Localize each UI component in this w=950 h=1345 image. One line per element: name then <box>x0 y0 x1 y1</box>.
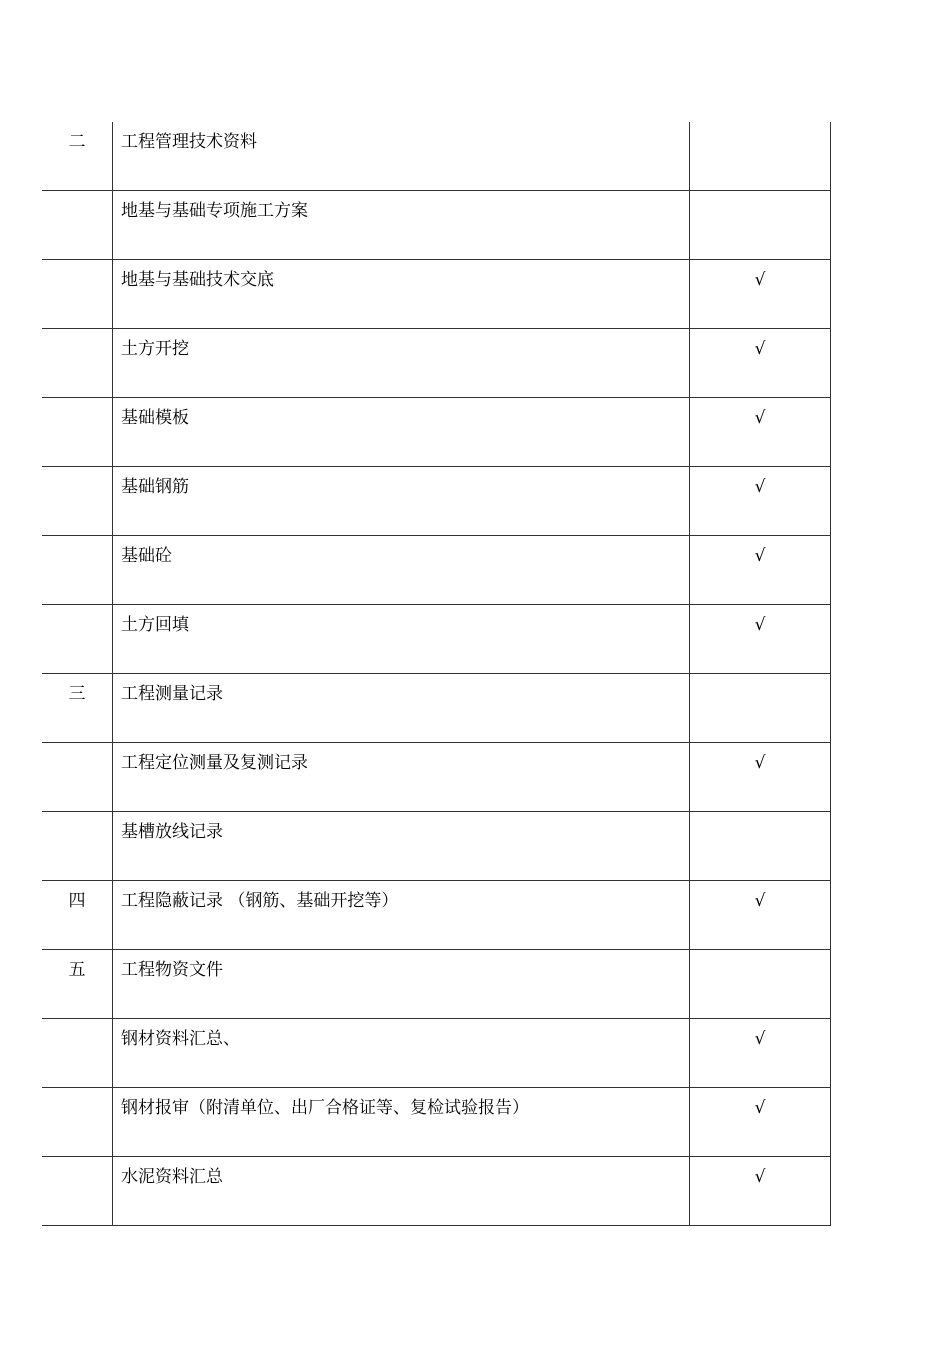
section-number: 三 <box>68 684 86 704</box>
check-cell <box>690 536 831 605</box>
item-name: 土方回填 <box>121 615 189 635</box>
section-number <box>42 260 112 270</box>
section-number <box>42 398 112 408</box>
section-number-cell <box>42 122 113 191</box>
table-row <box>42 674 831 743</box>
section-number <box>42 191 112 201</box>
item-name: 基槽放线记录 <box>121 822 223 842</box>
item-name-cell <box>113 605 690 674</box>
item-name: 地基与基础专项施工方案 <box>121 201 308 221</box>
check-mark <box>690 674 830 684</box>
check-cell <box>690 398 831 467</box>
table-row <box>42 329 831 398</box>
item-name: 工程物资文件 <box>121 960 223 980</box>
section-number-cell <box>42 950 113 1019</box>
item-name: 钢材资料汇总、 <box>121 1029 240 1049</box>
check-cell <box>690 260 831 329</box>
item-name-cell <box>113 191 690 260</box>
section-number <box>42 467 112 477</box>
check-mark: √ <box>754 477 766 497</box>
item-name: 水泥资料汇总 <box>121 1167 223 1187</box>
table-row <box>42 191 831 260</box>
section-number: 二 <box>68 132 86 152</box>
check-mark: √ <box>754 408 766 428</box>
check-mark <box>690 812 830 822</box>
check-cell <box>690 674 831 743</box>
check-cell <box>690 743 831 812</box>
check-cell <box>690 467 831 536</box>
section-number: 五 <box>68 960 86 980</box>
table-row <box>42 1088 831 1157</box>
check-mark: √ <box>754 891 766 911</box>
check-cell <box>690 1157 831 1226</box>
check-mark: √ <box>754 1167 766 1187</box>
check-mark: √ <box>754 615 766 635</box>
table-row <box>42 1019 831 1088</box>
item-name-cell <box>113 674 690 743</box>
section-number-cell <box>42 881 113 950</box>
section-number-cell <box>42 1019 113 1088</box>
check-cell <box>690 605 831 674</box>
check-cell <box>690 122 831 191</box>
section-number <box>42 1157 112 1167</box>
section-number-cell <box>42 674 113 743</box>
item-name: 地基与基础技术交底 <box>121 270 274 290</box>
table-row <box>42 812 831 881</box>
item-name-cell <box>113 536 690 605</box>
item-name-cell <box>113 260 690 329</box>
item-name: 工程测量记录 <box>121 684 223 704</box>
item-name-cell <box>113 467 690 536</box>
item-name: 土方开挖 <box>121 339 189 359</box>
table-row <box>42 1157 831 1226</box>
check-cell <box>690 329 831 398</box>
check-mark <box>690 950 830 960</box>
check-mark: √ <box>754 546 766 566</box>
table-row <box>42 467 831 536</box>
table-row <box>42 260 831 329</box>
table-row <box>42 881 831 950</box>
section-number-cell <box>42 398 113 467</box>
check-mark: √ <box>754 753 766 773</box>
table-row <box>42 605 831 674</box>
check-cell <box>690 881 831 950</box>
section-number-cell <box>42 536 113 605</box>
check-cell <box>690 191 831 260</box>
item-name-cell <box>113 881 690 950</box>
item-name-cell <box>113 812 690 881</box>
section-number-cell <box>42 260 113 329</box>
table-row <box>42 536 831 605</box>
check-cell <box>690 812 831 881</box>
section-number <box>42 812 112 822</box>
section-number-cell <box>42 467 113 536</box>
item-name: 工程隐蔽记录 （钢筋、基础开挖等） <box>121 891 399 911</box>
check-mark: √ <box>754 270 766 290</box>
table-row <box>42 950 831 1019</box>
section-number-cell <box>42 605 113 674</box>
check-mark: √ <box>754 1098 766 1118</box>
section-number <box>42 605 112 615</box>
section-number <box>42 536 112 546</box>
document-checklist-table <box>42 122 831 1226</box>
section-number-cell <box>42 191 113 260</box>
check-cell <box>690 1088 831 1157</box>
item-name: 工程管理技术资料 <box>121 132 257 152</box>
item-name: 基础模板 <box>121 408 189 428</box>
section-number-cell <box>42 743 113 812</box>
check-mark: √ <box>754 1029 766 1049</box>
table-row <box>42 398 831 467</box>
table-row <box>42 122 831 191</box>
table-body <box>42 122 831 1226</box>
section-number <box>42 1088 112 1098</box>
section-number <box>42 1019 112 1029</box>
check-cell <box>690 1019 831 1088</box>
item-name: 基础砼 <box>121 546 172 566</box>
item-name: 钢材报审（附清单位、出厂合格证等、复检试验报告） <box>121 1098 529 1118</box>
section-number-cell <box>42 1157 113 1226</box>
item-name-cell <box>113 122 690 191</box>
section-number-cell <box>42 329 113 398</box>
item-name: 基础钢筋 <box>121 477 189 497</box>
item-name-cell <box>113 1088 690 1157</box>
section-number: 四 <box>68 891 86 911</box>
item-name-cell <box>113 743 690 812</box>
check-mark <box>690 122 830 132</box>
item-name-cell <box>113 329 690 398</box>
item-name-cell <box>113 950 690 1019</box>
section-number <box>42 329 112 339</box>
item-name-cell <box>113 398 690 467</box>
item-name-cell <box>113 1157 690 1226</box>
check-mark: √ <box>754 339 766 359</box>
check-cell <box>690 950 831 1019</box>
item-name-cell <box>113 1019 690 1088</box>
section-number <box>42 743 112 753</box>
table-row <box>42 743 831 812</box>
item-name: 工程定位测量及复测记录 <box>121 753 308 773</box>
section-number-cell <box>42 1088 113 1157</box>
check-mark <box>690 191 830 201</box>
section-number-cell <box>42 812 113 881</box>
